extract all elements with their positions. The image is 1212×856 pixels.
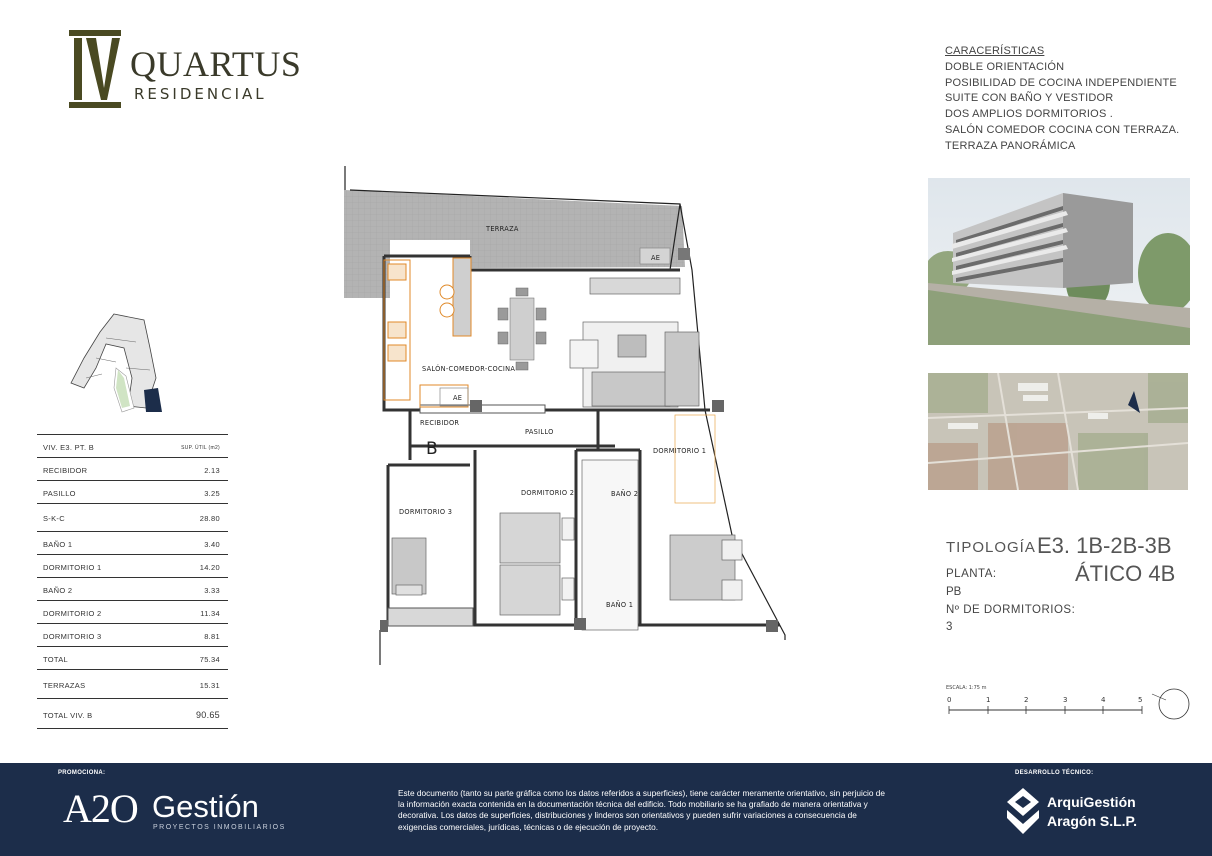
quartus-logo bbox=[66, 28, 316, 112]
table-row bbox=[37, 554, 228, 577]
bano2-label: BAÑO 2 bbox=[611, 490, 639, 498]
row-value: 75.34 bbox=[199, 655, 220, 664]
row-value: 14.20 bbox=[199, 563, 220, 572]
scale-tick: 3 bbox=[1063, 696, 1068, 704]
arquigestion-logo-icon bbox=[1003, 788, 1043, 838]
table-row bbox=[37, 480, 228, 503]
row-value: 15.31 bbox=[199, 681, 220, 690]
bedrooms-label: Nº DE DORMITORIOS: bbox=[946, 604, 1076, 616]
row-name: TERRAZAS bbox=[43, 681, 86, 690]
scale-bar bbox=[944, 682, 1194, 722]
row-value: 11.34 bbox=[200, 609, 220, 618]
ae-label: AE bbox=[453, 394, 463, 402]
scale-tick: 5 bbox=[1138, 696, 1143, 704]
developer-label: DESARROLLO TÉCNICO: bbox=[1015, 770, 1094, 776]
footer-bar bbox=[0, 763, 1212, 856]
row-value: 2.13 bbox=[204, 466, 220, 475]
gestion-logo-text: Gestión bbox=[152, 789, 259, 824]
gestion-subtitle: PROYECTOS INMOBILIARIOS bbox=[153, 824, 286, 831]
disclaimer-text: Este documento (tanto su parte gráfica como los datos referidos a superficies), tiene carácter meramente orientativo, sin perjuicio de la información exacta contenida en la documentación técnica del edificio. Todo mobiliario se ha grafiado de manera orientativa y decorativa. Los datos de superficies, distribuciones y linderos son orientativos y pueden sufrir variaciones a consecuencia de exigencias comerciales, jurídicas, técnicas o de ejecución de proyecto. bbox=[398, 788, 885, 832]
aerial-map-image bbox=[928, 373, 1188, 490]
table-row bbox=[37, 669, 228, 698]
terrace-ae-label: AE bbox=[651, 254, 661, 262]
row-name: DORMITORIO 3 bbox=[43, 632, 102, 641]
scale-tick: 4 bbox=[1101, 696, 1106, 704]
features-heading: CARACERÍSTICAS bbox=[945, 45, 1045, 57]
typology-value: E3. 1B-2B-3B bbox=[1037, 533, 1172, 558]
scale-tick: 2 bbox=[1024, 696, 1029, 704]
plant-value: PB bbox=[946, 586, 962, 598]
table-row bbox=[37, 457, 228, 480]
table-row bbox=[37, 531, 228, 554]
row-value: 90.65 bbox=[195, 710, 220, 720]
table-header-value: SUP. ÚTIL (m2) bbox=[181, 445, 220, 451]
building-render-image bbox=[928, 178, 1190, 345]
north-arrow-icon bbox=[1159, 689, 1189, 719]
pillar-logo-icon bbox=[66, 28, 126, 112]
bedrooms-value: 3 bbox=[946, 621, 953, 633]
row-name: RECIBIDOR bbox=[43, 466, 88, 475]
row-name: DORMITORIO 1 bbox=[43, 563, 102, 572]
table-row bbox=[37, 600, 228, 623]
row-name: S-K-C bbox=[43, 514, 65, 523]
features-list bbox=[945, 44, 1179, 155]
pasillo-label: PASILLO bbox=[525, 428, 554, 436]
row-value: 28.80 bbox=[199, 514, 220, 523]
table-header bbox=[37, 434, 228, 457]
row-name: DORMITORIO 2 bbox=[43, 609, 102, 618]
row-value: 8.81 bbox=[204, 632, 220, 641]
feature-item: TERRAZA PANORÁMICA bbox=[945, 139, 1076, 152]
dormitorio2-label: DORMITORIO 2 bbox=[521, 489, 575, 497]
feature-item: SUITE CON BAÑO Y VESTIDOR bbox=[945, 92, 1114, 105]
feature-item: DOS AMPLIOS DORMITORIOS . bbox=[945, 108, 1113, 121]
logo-name: QUARTUS bbox=[130, 44, 302, 84]
table-row bbox=[37, 698, 228, 729]
scale-tick: 0 bbox=[947, 696, 952, 704]
dormitorio3-label: DORMITORIO 3 bbox=[399, 508, 453, 516]
developer-name-1: ArquiGestión bbox=[1047, 794, 1136, 810]
row-value: 3.33 bbox=[204, 586, 220, 595]
row-name: TOTAL bbox=[43, 655, 68, 664]
feature-item: DOBLE ORIENTACIÓN bbox=[945, 60, 1065, 73]
terraza-label: TERRAZA bbox=[486, 225, 519, 233]
row-value: 3.25 bbox=[204, 489, 220, 498]
feature-item: POSIBILIDAD DE COCINA INDEPENDIENTE bbox=[945, 76, 1177, 89]
key-plan-diagram bbox=[66, 308, 176, 418]
surface-table bbox=[37, 434, 228, 729]
scale-tick: 1 bbox=[986, 696, 991, 704]
row-name: BAÑO 1 bbox=[43, 540, 73, 549]
table-header-name: VIV. E3. PT. B bbox=[43, 443, 95, 452]
table-row bbox=[37, 503, 228, 531]
bano1-label: BAÑO 1 bbox=[606, 601, 634, 609]
salon-label: SALÓN-COMEDOR-COCINA bbox=[422, 365, 516, 373]
row-value: 3.40 bbox=[204, 540, 220, 549]
table-row bbox=[37, 577, 228, 600]
row-name: BAÑO 2 bbox=[43, 586, 73, 595]
developer-name-2: Aragón S.L.P. bbox=[1047, 813, 1137, 829]
dormitorio1-label: DORMITORIO 1 bbox=[653, 447, 707, 455]
row-name: PASILLO bbox=[43, 489, 76, 498]
logo-subtitle: RESIDENCIAL bbox=[134, 85, 267, 103]
unit-letter: B bbox=[426, 439, 438, 459]
typology-label: TIPOLOGÍA bbox=[946, 539, 1036, 556]
table-row bbox=[37, 623, 228, 646]
typology-value-2: ÁTICO 4B bbox=[1075, 561, 1176, 586]
a20-logo-text: A2O bbox=[63, 786, 138, 831]
plant-label: PLANTA: bbox=[946, 568, 997, 580]
feature-item: SALÓN COMEDOR COCINA CON TERRAZA. bbox=[945, 123, 1180, 136]
row-name: TOTAL VIV. B bbox=[43, 711, 93, 720]
recibidor-label: RECIBIDOR bbox=[420, 419, 460, 427]
floor-plan bbox=[340, 160, 800, 665]
table-row bbox=[37, 646, 228, 669]
promo-label: PROMOCIONA: bbox=[58, 770, 106, 776]
scale-label: ESCALA: 1:75 m bbox=[946, 685, 987, 691]
